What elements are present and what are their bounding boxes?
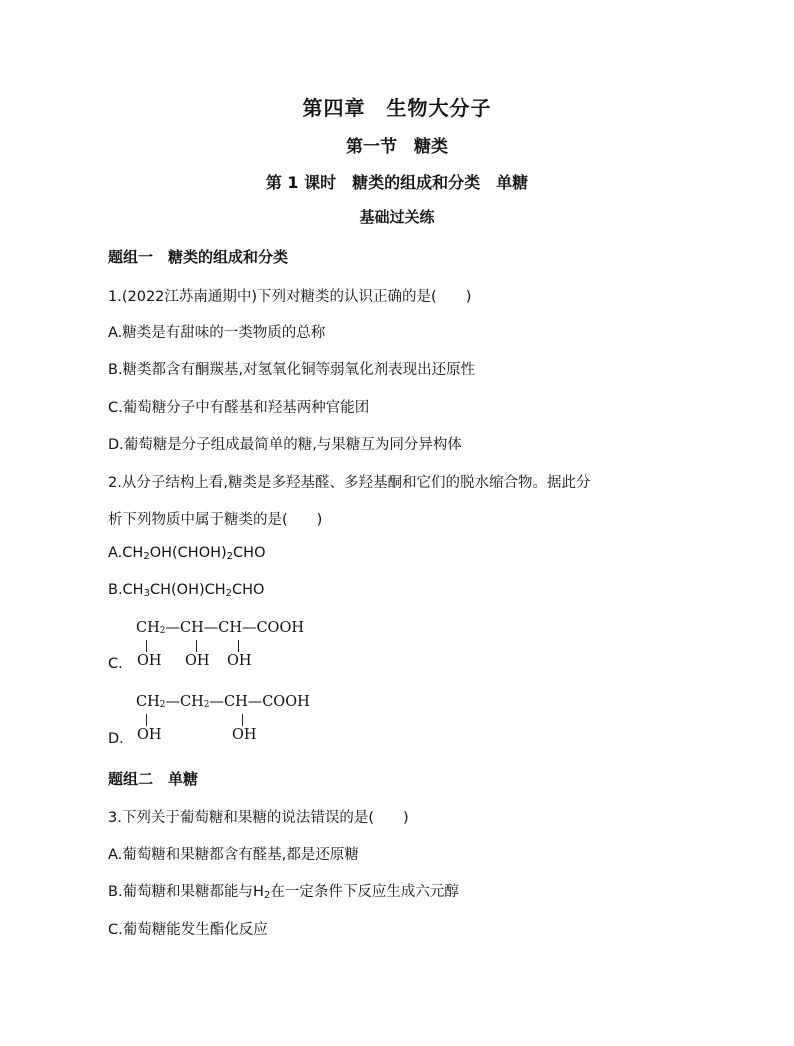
section-title: 第一节 糖类 xyxy=(346,137,448,157)
option-d-label: D. xyxy=(108,731,124,747)
question-1-option-d: D.葡萄糖是分子组成最简单的糖,与果糖互为同分异构体 xyxy=(108,437,462,453)
question-3-option-a: A.葡萄糖和果糖都含有醛基,都是还原糖 xyxy=(108,847,359,863)
question-1-option-a: A.糖类是有甜味的一类物质的总称 xyxy=(108,325,326,341)
question-2-option-b: $B.CH_3CH(OH)CH_2CHO$ xyxy=(108,582,265,599)
option-d-main-chain: $CH_2—CH_2—CH—COOH$ xyxy=(136,694,310,710)
question-2-option-a: $A.CH_2OH(CHOH)_2CHO$ xyxy=(108,545,266,562)
option-c-bond-2 xyxy=(196,640,197,652)
option-c-hydroxyl-2: OH xyxy=(185,653,210,669)
question-3-option-c: C.葡萄糖能发生酯化反应 xyxy=(108,922,268,938)
lesson-title: 第 1 课时 糖类的组成和分类 单糖 xyxy=(265,173,529,192)
group-heading-1: 题组一 糖类的组成和分类 xyxy=(108,248,289,266)
question-1-option-c: C.葡萄糖分子中有醛基和羟基两种官能团 xyxy=(108,400,370,416)
question-3-option-b: B.葡萄糖和果糖都能与$H_2$在一定条件下反应生成六元醇 xyxy=(108,884,459,901)
question-2-stem-line-2: 析下列物质中属于糖类的是( ) xyxy=(108,512,323,528)
question-1-option-b: B.糖类都含有酮羰基,对氢氧化铜等弱氧化剂表现出还原性 xyxy=(108,362,476,378)
option-c-hydroxyl-3: OH xyxy=(227,653,252,669)
option-c-hydroxyl-1: OH xyxy=(137,653,162,669)
question-1-stem: 1.(2022江苏南通期中)下列对糖类的认识正确的是( ) xyxy=(108,289,472,305)
option-d-hydroxyl-1: OH xyxy=(137,727,162,743)
option-c-label: C. xyxy=(108,656,123,672)
question-2-stem-line-1: 2.从分子结构上看,糖类是多羟基醛、多羟基酮和它们的脱水缩合物。据此分 xyxy=(108,475,591,491)
option-c-main-chain: $CH_2—CH—CH—COOH$ xyxy=(136,620,304,636)
option-d-bond-2 xyxy=(242,714,243,726)
option-d-hydroxyl-2: OH xyxy=(232,727,257,743)
chapter-title: 第四章 生物大分子 xyxy=(302,96,492,120)
option-d-bond-1 xyxy=(146,714,147,726)
group-heading-2: 题组二 单糖 xyxy=(108,770,199,788)
practice-title: 基础过关练 xyxy=(359,208,435,226)
option-c-bond-3 xyxy=(238,640,239,652)
option-c-bond-1 xyxy=(146,640,147,652)
question-3-stem: 3.下列关于葡萄糖和果糖的说法错误的是( ) xyxy=(108,810,409,826)
